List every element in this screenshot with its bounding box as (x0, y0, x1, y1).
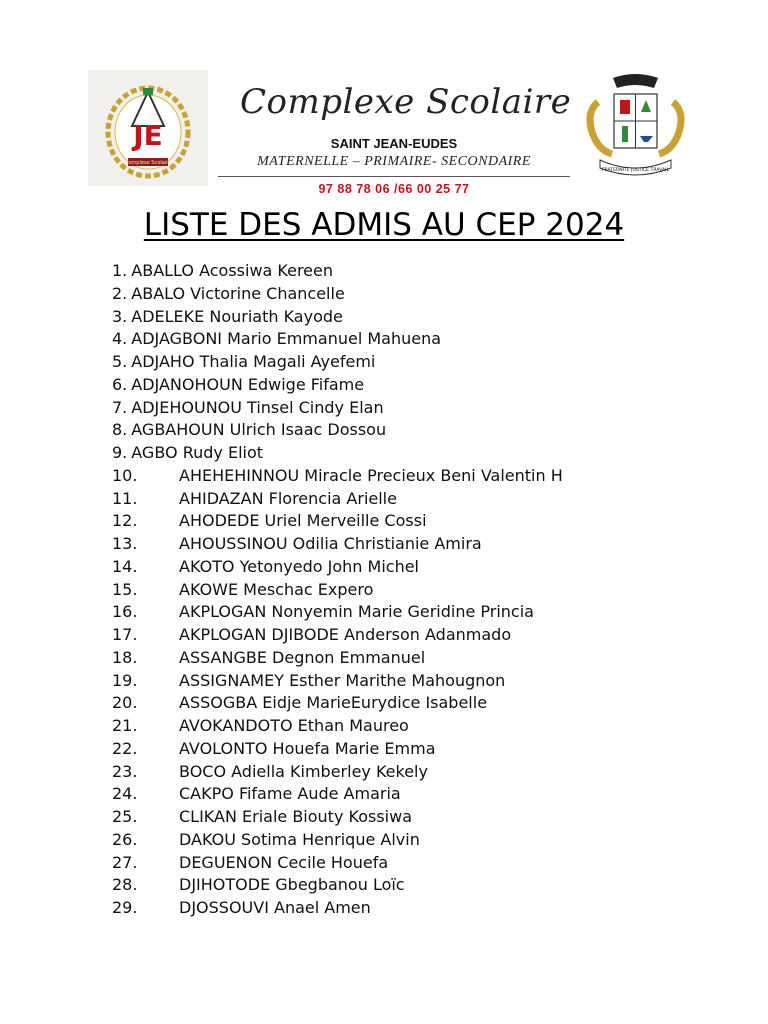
student-name: AHEHEHINNOU Miracle Precieux Beni Valentin H (179, 465, 563, 485)
student-name: DEGUENON Cecile Houefa (179, 852, 389, 872)
list-item (112, 351, 563, 374)
student-name: BOCO Adiella Kimberley Kekely (179, 761, 428, 781)
student-name: ADJANOHOUN Edwige Fifame (131, 374, 365, 394)
list-item-number: 10. (112, 465, 138, 485)
list-item (112, 465, 563, 488)
school-banner (218, 74, 570, 206)
list-item (112, 852, 563, 875)
student-name: ASSOGBA Eidje MarieEurydice Isabelle (179, 693, 488, 713)
list-item-number: 2. (112, 283, 128, 303)
student-name: ADJAGBONI Mario Emmanuel Mahuena (131, 329, 442, 349)
laurel-wreath-icon (88, 70, 208, 186)
student-name: ASSIGNAMEY Esther Marithe Mahougnon (179, 670, 506, 690)
list-item (112, 601, 563, 624)
list-item-number: 1. (112, 261, 128, 280)
student-name: ASSANGBE Degnon Emmanuel (179, 647, 426, 667)
list-item-number: 17. (112, 625, 138, 644)
list-item-number: 18. (112, 647, 138, 667)
list-item-number: 29. (112, 898, 138, 917)
list-item-number: 24. (112, 784, 138, 804)
list-item (112, 488, 563, 511)
list-item-number: 4. (112, 329, 128, 349)
list-item (112, 328, 563, 351)
list-item (112, 738, 563, 761)
list-item-number: 13. (112, 534, 138, 553)
list-item-number: 8. (112, 420, 128, 440)
list-item (112, 670, 563, 693)
admitted-students-list (112, 260, 563, 920)
list-item-number: 7. (112, 397, 128, 417)
list-item-number: 11. (112, 488, 138, 508)
school-name: Complexe Scolaire (240, 82, 572, 122)
student-name: ADJEHOUNOU Tinsel Cindy Elan (131, 397, 384, 417)
letterhead (0, 0, 768, 205)
list-item (112, 897, 563, 920)
list-item-number: 25. (112, 807, 138, 826)
list-item (112, 442, 563, 465)
student-name: AHOUSSINOU Odilia Christianie Amira (179, 534, 482, 553)
list-item-number: 3. (112, 306, 128, 326)
student-name: AVOKANDOTO Ethan Maureo (179, 716, 409, 735)
list-item-number: 6. (112, 374, 128, 394)
list-item-number: 22. (112, 738, 138, 758)
list-item (112, 829, 563, 852)
page-title: LISTE DES ADMIS AU CEP 2024 (143, 207, 625, 243)
student-name: DAKOU Sotima Henrique Alvin (179, 829, 420, 849)
student-name: ADELEKE Nouriath Kayode (131, 306, 343, 326)
coat-of-arms-icon (578, 72, 693, 184)
list-item (112, 806, 563, 829)
list-item (112, 260, 563, 283)
list-item (112, 556, 563, 579)
list-item (112, 306, 563, 329)
list-item-number: 9. (112, 443, 128, 462)
student-name: AGBAHOUN Ulrich Isaac Dossou (131, 420, 387, 440)
svg-text:FRATERNITÉ JUSTICE TRAVAIL: FRATERNITÉ JUSTICE TRAVAIL (601, 168, 670, 173)
list-item (112, 715, 563, 738)
list-item-number: 14. (112, 556, 138, 576)
school-subname: SAINT JEAN-EUDES (330, 136, 458, 151)
list-item-number: 12. (112, 511, 138, 531)
svg-text:Complexe Scolaire: Complexe Scolaire (124, 160, 172, 166)
list-item (112, 647, 563, 670)
list-item (112, 783, 563, 806)
school-logo (88, 70, 208, 186)
student-name: CLIKAN Eriale Biouty Kossiwa (179, 807, 412, 826)
school-levels: MATERNELLE – PRIMAIRE- SECONDAIRE (257, 154, 531, 169)
benin-coat-of-arms (578, 72, 693, 184)
list-item-number: 21. (112, 716, 138, 735)
student-name: AHIDAZAN Florencia Arielle (179, 488, 397, 508)
student-name: AHODEDE Uriel Merveille Cossi (179, 511, 427, 531)
student-name: DJOSSOUVI Anael Amen (179, 898, 371, 917)
student-name: AVOLONTO Houefa Marie Emma (179, 738, 436, 758)
list-item-number: 16. (112, 602, 138, 622)
list-item (112, 397, 563, 420)
student-name: AKOWE Meschac Expero (179, 579, 374, 599)
list-item (112, 283, 563, 306)
list-item (112, 624, 563, 647)
list-item (112, 419, 563, 442)
student-name: AKPLOGAN DJIBODE Anderson Adanmado (179, 625, 512, 644)
list-item-number: 26. (112, 829, 138, 849)
list-item (112, 579, 563, 602)
list-item-number: 19. (112, 670, 138, 690)
list-item (112, 510, 563, 533)
list-item (112, 374, 563, 397)
list-item (112, 761, 563, 784)
list-item (112, 874, 563, 897)
student-name: ABALO Victorine Chancelle (131, 283, 345, 303)
student-name: CAKPO Fifame Aude Amaria (179, 784, 401, 804)
student-name: AKPLOGAN Nonyemin Marie Geridine Princia (179, 602, 534, 622)
list-item (112, 692, 563, 715)
student-name: AGBO Rudy Eliot (131, 443, 264, 462)
student-name: ABALLO Acossiwa Kereen (131, 261, 334, 280)
student-name: AKOTO Yetonyedo John Michel (179, 556, 419, 576)
phone-numbers: 97 88 78 06 /66 00 25 77 (318, 182, 470, 196)
list-item-number: 23. (112, 761, 138, 781)
student-name: ADJAHO Thalia Magali Ayefemi (131, 352, 376, 371)
list-item-number: 15. (112, 579, 138, 599)
list-item-number: 28. (112, 875, 138, 895)
list-item (112, 533, 563, 556)
divider (218, 176, 570, 177)
student-name: DJIHOTODE Gbegbanou Loïc (179, 875, 405, 895)
list-item-number: 5. (112, 352, 128, 371)
list-item-number: 27. (112, 852, 138, 872)
list-item-number: 20. (112, 693, 138, 713)
svg-text:JE: JE (133, 119, 163, 152)
